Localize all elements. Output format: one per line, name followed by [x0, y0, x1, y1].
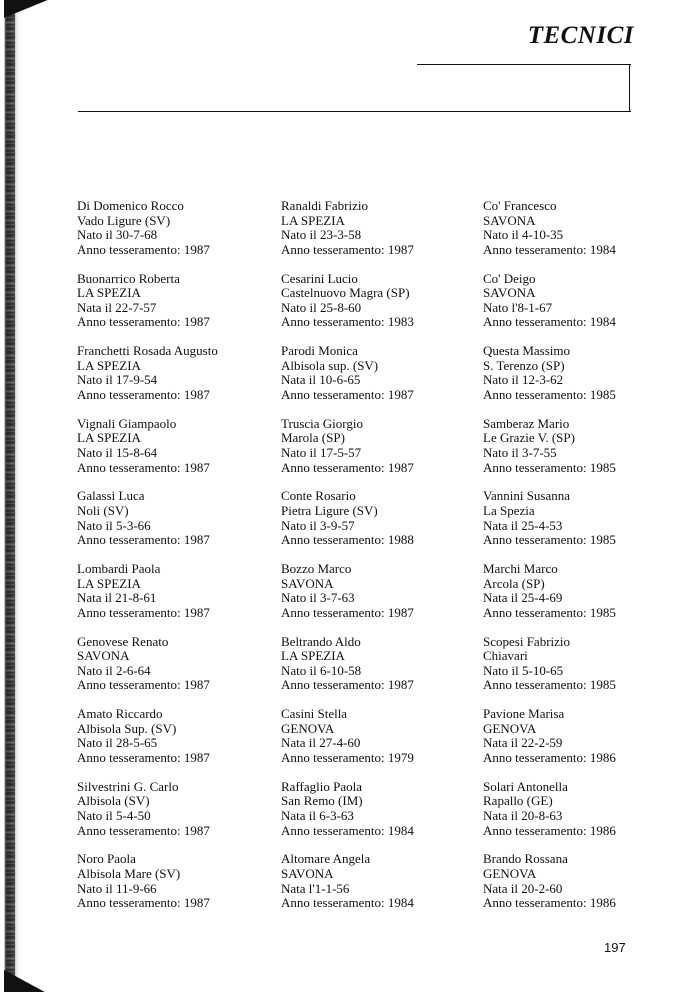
technician-entry: [281, 562, 471, 635]
technician-entry: [77, 707, 267, 780]
entry-place: S. Terenzo (SP): [483, 357, 565, 373]
entry-place: Vado Ligure (SV): [77, 212, 171, 228]
technician-entry: [77, 852, 267, 925]
entry-place: Albisola (SV): [77, 793, 150, 809]
technician-entry: [77, 199, 267, 272]
entry-membership-year: Anno tesseramento: 1987: [77, 386, 210, 402]
entry-birth-date: Nata l'1-1-56: [281, 880, 350, 896]
entry-birth-date: Nato il 17-9-54: [77, 372, 158, 388]
entry-membership-year: Anno tesseramento: 1986: [483, 895, 616, 911]
column-1: [77, 199, 267, 925]
entry-name: Samberaz Mario: [483, 415, 570, 431]
entry-place: Marola (SP): [281, 430, 345, 446]
entry-name: Altomare Angela: [281, 851, 371, 867]
entry-membership-year: Anno tesseramento: 1987: [281, 241, 414, 257]
entry-birth-date: Nata il 6-3-63: [281, 807, 354, 823]
entry-membership-year: Anno tesseramento: 1987: [77, 241, 210, 257]
technician-entry: [281, 635, 471, 708]
entry-birth-date: Nato il 3-9-57: [281, 517, 355, 533]
entry-place: Le Grazie V. (SP): [483, 430, 575, 446]
entry-place: SAVONA: [483, 212, 536, 228]
technician-entry: [77, 417, 267, 490]
entry-name: Vignali Giampaolo: [77, 415, 177, 431]
entry-birth-date: Nata il 25-4-53: [483, 517, 563, 533]
entry-birth-date: Nato il 17-5-57: [281, 444, 362, 460]
entry-birth-date: Nato il 12-3-62: [483, 372, 564, 388]
entry-name: Questa Massimo: [483, 343, 571, 359]
entry-birth-date: Nato il 5-3-66: [77, 517, 151, 533]
entry-place: Noli (SV): [77, 502, 129, 518]
entry-birth-date: Nato il 25-8-60: [281, 299, 362, 315]
entry-birth-date: Nata il 25-4-69: [483, 590, 563, 606]
entry-place: LA SPEZIA: [77, 430, 141, 446]
entry-name: Ranaldi Fabrizio: [281, 198, 369, 213]
entry-membership-year: Anno tesseramento: 1983: [281, 314, 414, 330]
entry-place: Albisola sup. (SV): [281, 357, 379, 373]
technician-entry: [77, 780, 267, 853]
binding-corner-bottom: [4, 966, 52, 992]
entry-name: Di Domenico Rocco: [77, 198, 184, 213]
entry-membership-year: Anno tesseramento: 1988: [281, 532, 414, 548]
entry-birth-date: Nata il 21-8-61: [77, 590, 157, 606]
entry-name: Co' Francesco: [483, 198, 557, 213]
entry-membership-year: Anno tesseramento: 1985: [483, 677, 616, 693]
entry-membership-year: Anno tesseramento: 1985: [483, 386, 616, 402]
technician-entry: [281, 780, 471, 853]
entry-birth-date: Nato il 4-10-35: [483, 227, 564, 243]
entry-membership-year: Anno tesseramento: 1987: [77, 822, 210, 838]
entry-membership-year: Anno tesseramento: 1984: [483, 241, 616, 257]
book-binding-edge: [0, 0, 62, 992]
entry-birth-date: Nato il 23-3-58: [281, 227, 362, 243]
entry-birth-date: Nato il 15-8-64: [77, 444, 158, 460]
page-title: TECNICI: [527, 22, 634, 49]
entry-place: LA SPEZIA: [77, 357, 141, 373]
technician-entry: [77, 344, 267, 417]
entry-place: LA SPEZIA: [77, 575, 141, 591]
entry-name: Noro Paola: [77, 851, 136, 867]
header-box-right-border: [629, 64, 630, 112]
entry-name: Beltrando Aldo: [281, 633, 361, 649]
entry-name: Cesarini Lucio: [281, 270, 358, 286]
entry-place: LA SPEZIA: [281, 212, 345, 228]
technician-entry: [483, 344, 673, 417]
entry-place: SAVONA: [281, 575, 334, 591]
entry-membership-year: Anno tesseramento: 1987: [281, 604, 414, 620]
technician-entry: [77, 272, 267, 345]
column-2: [281, 199, 471, 925]
entry-place: SAVONA: [281, 865, 334, 881]
entry-membership-year: Anno tesseramento: 1987: [77, 314, 210, 330]
entry-name: Amato Riccardo: [77, 706, 163, 722]
entry-birth-date: Nato il 5-10-65: [483, 662, 564, 678]
entry-membership-year: Anno tesseramento: 1987: [77, 749, 210, 765]
technician-entry: [483, 852, 673, 925]
entry-place: SAVONA: [77, 648, 130, 664]
entry-place: La Spezia: [483, 502, 535, 518]
technician-entry: [281, 707, 471, 780]
entry-membership-year: Anno tesseramento: 1987: [77, 459, 210, 475]
entry-birth-date: Nata il 20-8-63: [483, 807, 563, 823]
entry-name: Brando Rossana: [483, 851, 568, 867]
entry-place: Chiavari: [483, 648, 528, 664]
entry-name: Lombardi Paola: [77, 560, 161, 576]
technician-entry: [281, 344, 471, 417]
entry-membership-year: Anno tesseramento: 1987: [77, 532, 210, 548]
technician-entry: [77, 489, 267, 562]
entry-place: Albisola Sup. (SV): [77, 720, 177, 736]
entry-place: Albisola Mare (SV): [77, 865, 181, 881]
entry-place: Pietra Ligure (SV): [281, 502, 378, 518]
entry-membership-year: Anno tesseramento: 1987: [77, 895, 210, 911]
entry-membership-year: Anno tesseramento: 1985: [483, 604, 616, 620]
entry-place: GENOVA: [483, 865, 537, 881]
entry-name: Casini Stella: [281, 706, 348, 722]
entry-membership-year: Anno tesseramento: 1987: [77, 604, 210, 620]
entry-name: Bozzo Marco: [281, 560, 352, 576]
entry-birth-date: Nata il 20-2-60: [483, 880, 563, 896]
entry-name: Pavione Marisa: [483, 706, 565, 722]
technician-entry: [281, 852, 471, 925]
entry-place: Rapallo (GE): [483, 793, 553, 809]
entry-membership-year: Anno tesseramento: 1986: [483, 822, 616, 838]
technician-entry: [483, 780, 673, 853]
entry-membership-year: Anno tesseramento: 1987: [281, 459, 414, 475]
entry-membership-year: Anno tesseramento: 1987: [281, 677, 414, 693]
entry-membership-year: Anno tesseramento: 1984: [483, 314, 616, 330]
technician-entry: [483, 272, 673, 345]
entry-name: Truscia Giorgio: [281, 415, 363, 431]
entry-name: Scopesi Fabrizio: [483, 633, 571, 649]
technician-entry: [483, 417, 673, 490]
entry-birth-date: Nato il 11-9-66: [77, 880, 157, 896]
entry-birth-date: Nata il 22-2-59: [483, 735, 563, 751]
entry-place: Arcola (SP): [483, 575, 545, 591]
entry-name: Marchi Marco: [483, 560, 558, 576]
technician-entry: [483, 489, 673, 562]
entry-membership-year: Anno tesseramento: 1986: [483, 749, 616, 765]
entry-name: Conte Rosario: [281, 488, 356, 504]
entry-place: SAVONA: [483, 285, 536, 301]
technician-entry: [281, 489, 471, 562]
entry-membership-year: Anno tesseramento: 1987: [281, 386, 414, 402]
entry-place: GENOVA: [483, 720, 537, 736]
entry-name: Franchetti Rosada Augusto: [77, 343, 218, 359]
entry-birth-date: Nata il 10-6-65: [281, 372, 361, 388]
entry-birth-date: Nato il 3-7-55: [483, 444, 557, 460]
entry-name: Raffaglio Paola: [281, 778, 362, 794]
entry-place: Castelnuovo Magra (SP): [281, 285, 410, 301]
page-number: 197: [604, 940, 626, 955]
binding-corner-top: [4, 0, 58, 22]
entry-place: LA SPEZIA: [77, 285, 141, 301]
entry-place: GENOVA: [281, 720, 335, 736]
entry-birth-date: Nata il 27-4-60: [281, 735, 361, 751]
entry-birth-date: Nato il 2-6-64: [77, 662, 151, 678]
entry-membership-year: Anno tesseramento: 1987: [77, 677, 210, 693]
entry-name: Silvestrini G. Carlo: [77, 778, 179, 794]
technician-entry: [483, 199, 673, 272]
technician-entry: [483, 707, 673, 780]
entry-name: Vannini Susanna: [483, 488, 571, 504]
entry-name: Buonarrico Roberta: [77, 270, 180, 286]
technician-entry: [281, 272, 471, 345]
entry-birth-date: Nato il 30-7-68: [77, 227, 158, 243]
technician-entry: [77, 635, 267, 708]
entry-place: San Remo (IM): [281, 793, 363, 809]
entry-membership-year: Anno tesseramento: 1985: [483, 459, 616, 475]
entry-birth-date: Nato il 28-5-65: [77, 735, 158, 751]
technician-entry: [281, 417, 471, 490]
header-box-top-border: [417, 64, 631, 65]
column-3: [483, 199, 673, 925]
entry-membership-year: Anno tesseramento: 1985: [483, 532, 616, 548]
header-rule: [78, 111, 631, 112]
technician-entry: [77, 562, 267, 635]
entry-place: LA SPEZIA: [281, 648, 345, 664]
entry-name: Solari Antonella: [483, 778, 568, 794]
entry-birth-date: Nato l'8-1-67: [483, 299, 553, 315]
entry-membership-year: Anno tesseramento: 1984: [281, 822, 414, 838]
entry-birth-date: Nata il 22-7-57: [77, 299, 157, 315]
technician-entry: [483, 635, 673, 708]
entry-membership-year: Anno tesseramento: 1984: [281, 895, 414, 911]
entry-name: Galassi Luca: [77, 488, 145, 504]
entry-birth-date: Nato il 6-10-58: [281, 662, 362, 678]
entry-membership-year: Anno tesseramento: 1979: [281, 749, 414, 765]
entry-birth-date: Nato il 3-7-63: [281, 590, 355, 606]
technician-entry: [483, 562, 673, 635]
entry-name: Parodi Monica: [281, 343, 358, 359]
entry-name: Co' Deigo: [483, 270, 536, 286]
entry-birth-date: Nato il 5-4-50: [77, 807, 151, 823]
entry-name: Genovese Renato: [77, 633, 169, 649]
technician-entry: [281, 199, 471, 272]
